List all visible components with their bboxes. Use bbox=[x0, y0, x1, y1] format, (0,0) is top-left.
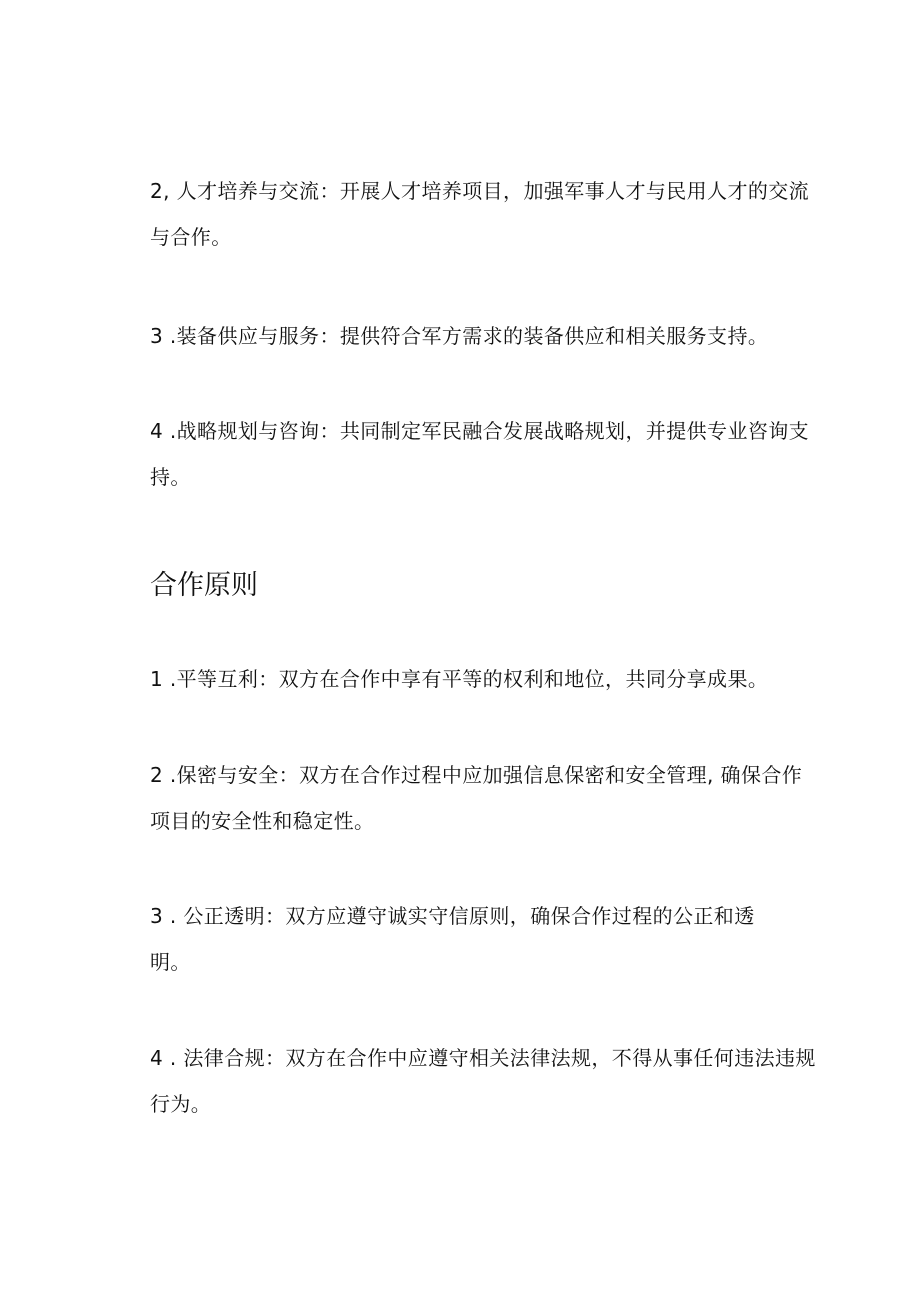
paragraph-fairness-transparency: 3 . 公正透明：双方应遵守诚实守信原则，确保合作过程的公正和透明。 bbox=[150, 904, 755, 974]
paragraph-confidentiality-security: 2 .保密与安全：双方在合作过程中应加强信息保密和安全管理, 确保合作项目的安全性和稳定性。 bbox=[150, 763, 803, 833]
section-heading-cooperation-principles: 合作原则 bbox=[150, 570, 258, 601]
paragraph-strategy-planning: 4 .战略规划与咨询：共同制定军民融合发展战略规划，并提供专业咨询支持。 bbox=[150, 419, 810, 489]
paragraph-equipment-supply: 3 .装备供应与服务：提供符合军方需求的装备供应和相关服务支持。 bbox=[150, 324, 769, 348]
paragraph-equality-mutual-benefit: 1 .平等互利：双方在合作中享有平等的权利和地位，共同分享成果。 bbox=[150, 667, 769, 691]
paragraph-talent-exchange: 2, 人才培养与交流：开展人才培养项目，加强军事人才与民用人才的交流与合作。 bbox=[150, 179, 810, 249]
paragraph-legal-compliance: 4 . 法律合规：双方在合作中应遵守相关法律法规，不得从事任何违法违规行为。 bbox=[150, 1046, 816, 1116]
